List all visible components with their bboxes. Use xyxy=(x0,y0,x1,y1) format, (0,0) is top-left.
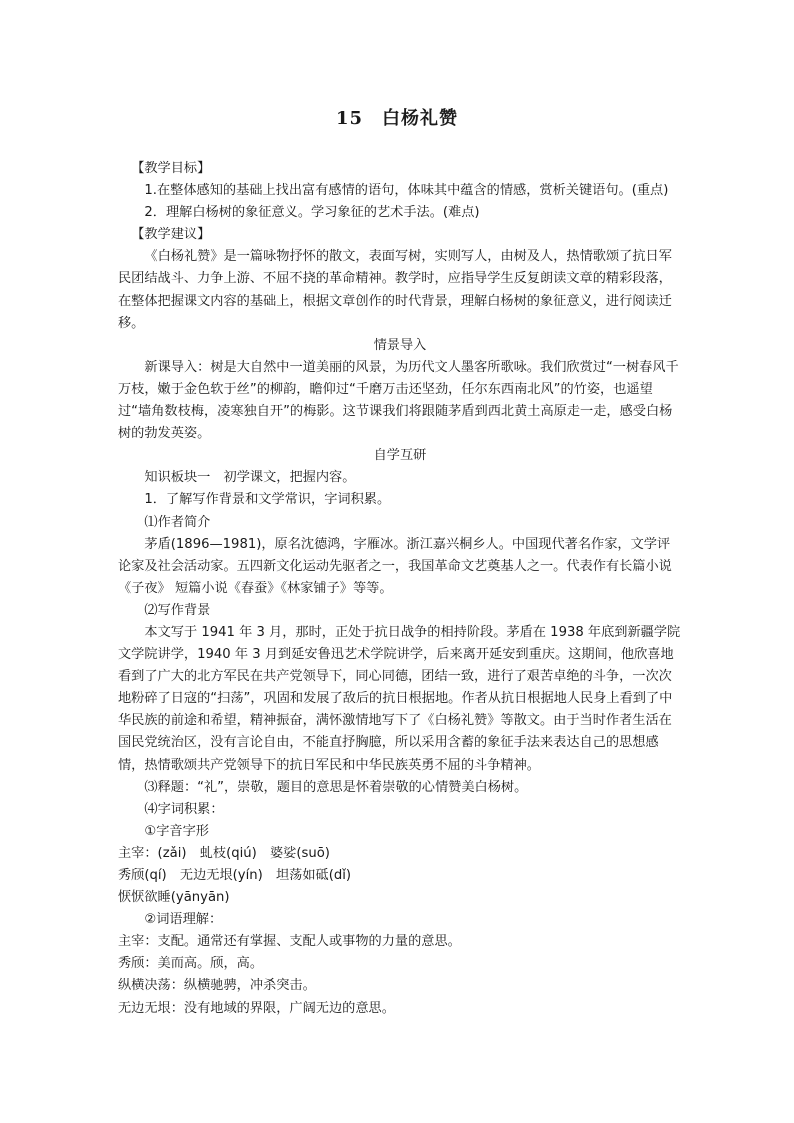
word-meaning-4: 无边无垠：没有地域的界限，广阔无边的意思。 xyxy=(118,1000,395,1016)
word-meaning-3: 纵横决荡：纵横驰骋，冲杀突击。 xyxy=(118,978,316,994)
knowledge-block-heading: 知识板块一 初学课文，把握内容。 xyxy=(144,470,356,486)
subheading-vocabulary: ⑷字词积累： xyxy=(144,801,224,817)
intro-paragraph: 新课导入：树是大自然中一道美丽的风景，为历代文人墨客所歌咏。我们欣赏过“一树春风千万枝，嫩于金色软于丝”的柳韵，瞻仰过“千磨万击还坚劲，任尔东西南北风”的竹姿，也遥望过“墙角数枝梅，凌寒独自开”的梅影。这节课我们将跟随茅盾到西北黄土高原走一走，感受白杨树的勃发英姿。 xyxy=(118,359,679,442)
section-heading-intro: 情景导入 xyxy=(373,337,427,353)
subheading-background: ⑵写作背景 xyxy=(144,602,211,618)
subheading-author: ⑴作者简介 xyxy=(144,514,211,530)
author-paragraph: 茅盾(1896—1981)，原名沈德鸿，字雁冰。浙江嘉兴桐乡人。中国现代著名作家，文学评论家及社会活动家。五四新文化运动先驱者之一，我国革命文艺奠基人之一。代表作有长篇小说《子夜》 短篇小说《春蚕》《林家铺子》等等。 xyxy=(118,536,672,596)
goal-item-2: 2．理解白杨树的象征意义。学习象征的艺术手法。(难点) xyxy=(144,205,480,221)
task-item-1: 1．了解写作背景和文学常识，字词积累。 xyxy=(144,492,391,508)
document-body xyxy=(118,158,682,1020)
pronunciation-line-1: 主宰：(zǎi) 虬枝(qiú) 婆娑(suō) xyxy=(118,845,330,861)
background-paragraph: 本文写于 1941 年 3 月，那时，正处于抗日战争的相持阶段。茅盾在 1938 年底到新疆学院文学院讲学，1940 年 3 月到延安鲁迅艺术学院讲学，后来离开延安到重庆。这期间，他欣喜地看到了广大的北方军民在共产党领导下，同心同德，团结一致，进行了艰苦卓绝的斗争，一次次地粉碎了日寇的“扫荡”，巩固和发展了敌后的抗日根据地。作者从抗日根据地人民身上看到了中华民族的前途和希望，精神振奋，满怀激情地写下了《白杨礼赞》等散文。由于当时作者生活在国民党统治区，没有言论自由，不能直抒胸臆，所以采用含蓄的象征手法来表达自己的思想感情，热情歌颂共产党领导下的抗日军民和中华民族英勇不屈的斗争精神。 xyxy=(118,624,681,773)
goal-item-1: 1.在整体感知的基础上找出富有感情的语句，体味其中蕴含的情感，赏析关键语句。(重点) xyxy=(144,183,669,199)
section-heading-goals: 【教学目标】 xyxy=(131,161,211,176)
subheading-pronunciation: ①字音字形 xyxy=(144,823,209,839)
section-heading-suggestions: 【教学建议】 xyxy=(131,227,211,243)
suggestion-paragraph: 《白杨礼赞》是一篇咏物抒怀的散文，表面写树，实则写人，由树及人，热情歌颂了抗日军民团结战斗、力争上游、不屈不挠的革命精神。教学时，应指导学生反复朗读文章的精彩段落，在整体把握课文内容的基础上，根据文章创作的时代背景，理解白杨树的象征意义，进行阅读迁移。 xyxy=(118,249,672,331)
subheading-word-meaning: ②词语理解： xyxy=(144,912,223,928)
word-meaning-2: 秀颀：美而高。颀，高。 xyxy=(118,956,264,972)
word-meaning-1: 主宰：支配。通常还有掌握、支配人或事物的力量的意思。 xyxy=(118,934,461,950)
pronunciation-line-3: 恹恹欲睡(yānyān) xyxy=(118,890,230,906)
pronunciation-line-2: 秀颀(qí) 无边无垠(yín) 坦荡如砥(dǐ) xyxy=(118,868,352,883)
section-heading-selfstudy: 自学互研 xyxy=(373,448,427,464)
page-title: 15 白杨礼赞 xyxy=(335,108,459,129)
title-explanation: ⑶释题：“礼”，崇敬，题目的意思是怀着崇敬的心情赞美白杨树。 xyxy=(144,779,528,795)
